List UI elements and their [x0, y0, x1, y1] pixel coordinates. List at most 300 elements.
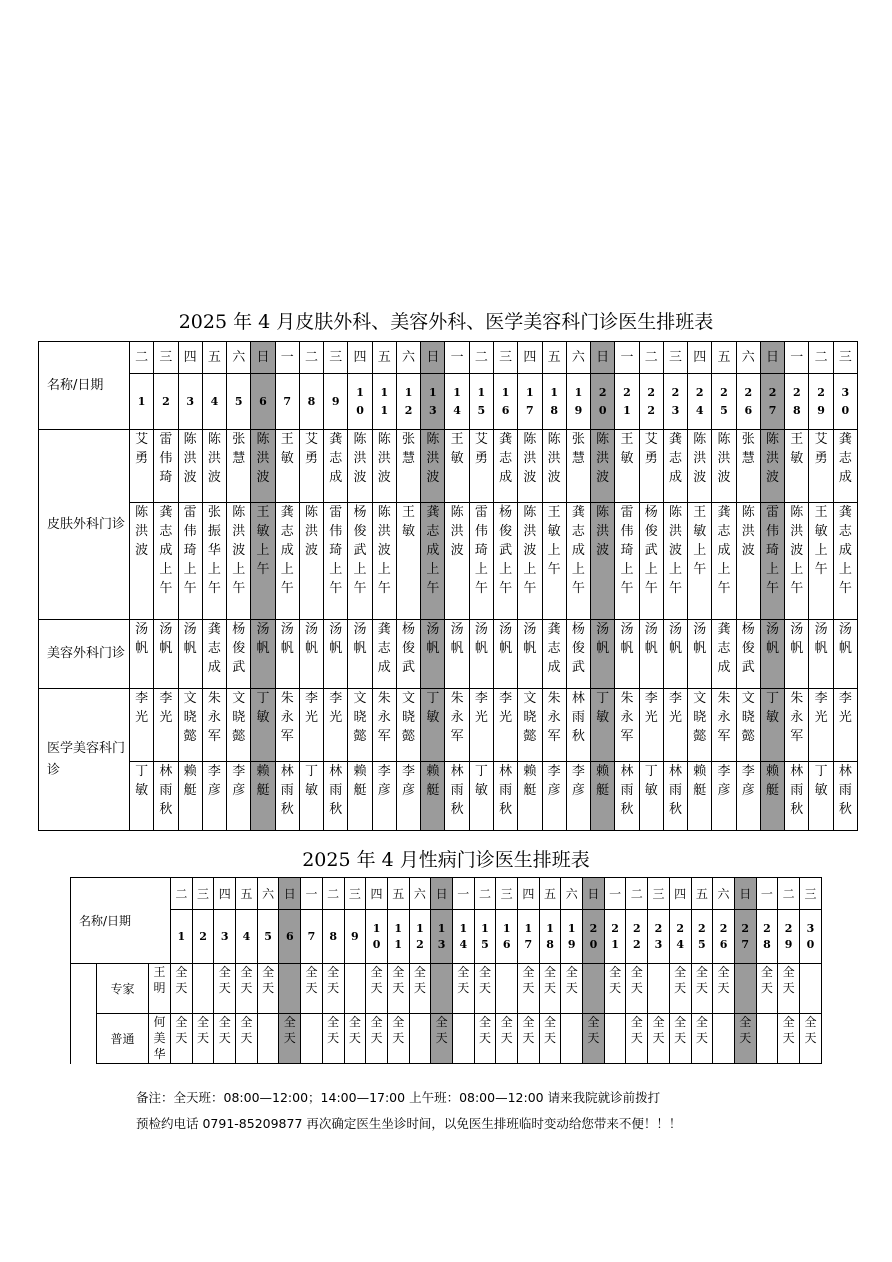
schedule-cell: 全天: [344, 1014, 366, 1064]
date-cell: 1: [130, 374, 154, 430]
schedule-cell: 林雨秋: [493, 762, 517, 831]
schedule-cell: 艾勇: [809, 430, 833, 503]
schedule-cell: 陈洪波: [760, 430, 784, 503]
weekday-cell: 三: [154, 342, 178, 374]
weekday-cell: 一: [301, 878, 323, 910]
date-cell: 16: [496, 910, 518, 964]
schedule-cell: 林雨秋: [566, 689, 590, 762]
date-cell: 30: [799, 910, 821, 964]
date-cell: 23: [663, 374, 687, 430]
schedule-cell: [583, 964, 605, 1014]
weekday-cell: 日: [760, 342, 784, 374]
weekday-cell: 日: [591, 342, 615, 374]
schedule-cell: 张振华上午: [202, 503, 226, 620]
schedule-cell: 陈洪波: [542, 430, 566, 503]
schedule-cell: 陈洪波: [348, 430, 372, 503]
schedule-cell: [344, 964, 366, 1014]
schedule-cell: 雷伟琦上午: [324, 503, 348, 620]
schedule-cell: [713, 1014, 735, 1064]
weekday-cell: 三: [192, 878, 214, 910]
date-cell: 11: [387, 910, 409, 964]
schedule-cell: [604, 1014, 626, 1064]
schedule-cell: 赖艇: [178, 762, 202, 831]
weekday-cell: 三: [663, 342, 687, 374]
schedule-cell: 雷伟琦上午: [469, 503, 493, 620]
schedule-cell: 陈洪波: [299, 503, 323, 620]
date-cell: 25: [712, 374, 736, 430]
schedule-cell: 全天: [366, 1014, 388, 1064]
date-cell: 3: [214, 910, 236, 964]
schedule-cell: 林雨秋: [445, 762, 469, 831]
schedule-cell: 龚志成: [833, 430, 857, 503]
schedule-cell: 李彦: [566, 762, 590, 831]
schedule-cell: 龚志成上午: [275, 503, 299, 620]
schedule-cell: 龚志成: [202, 620, 226, 689]
date-cell: 12: [409, 910, 431, 964]
schedule-cell: 丁敏: [421, 689, 445, 762]
schedule-cell: 艾勇: [639, 430, 663, 503]
weekday-cell: 四: [178, 342, 202, 374]
schedule-cell: 全天: [474, 1014, 496, 1064]
dept-dermatology-surgery: 皮肤外科门诊: [39, 430, 130, 620]
header-label-std: 名称/日期: [71, 878, 171, 964]
weekday-cell: 六: [736, 342, 760, 374]
schedule-cell: 李彦: [542, 762, 566, 831]
schedule-cell: 全天: [648, 1014, 670, 1064]
date-cell: 15: [469, 374, 493, 430]
schedule-cell: [648, 964, 670, 1014]
schedule-cell: 赖艇: [760, 762, 784, 831]
schedule-cell: 陈洪波: [251, 430, 275, 503]
schedule-cell: [431, 964, 453, 1014]
schedule-cell: 汤帆: [785, 620, 809, 689]
schedule-cell: 全天: [669, 1014, 691, 1064]
weekday-cell: 四: [366, 878, 388, 910]
schedule-cell: 文晓懿: [688, 689, 712, 762]
date-cell: 5: [257, 910, 279, 964]
schedule-cell: 朱永军: [372, 689, 396, 762]
note-line-2: 预检约电话 0791-85209877 再次确定医生坐诊时间，以免医生排班临时变动给您带来不便！！！: [136, 1116, 682, 1131]
date-cell: 23: [648, 910, 670, 964]
schedule-cell: 文晓懿: [736, 689, 760, 762]
weekday-cell: 二: [171, 878, 193, 910]
schedule-cell: 李彦: [202, 762, 226, 831]
weekday-cell: 六: [227, 342, 251, 374]
schedule-cell: [496, 964, 518, 1014]
schedule-cell: 全天: [236, 964, 258, 1014]
schedule-cell: 王敏上午: [809, 503, 833, 620]
weekday-cell: 二: [778, 878, 800, 910]
schedule-cell: 李光: [639, 689, 663, 762]
date-cell: 27: [760, 374, 784, 430]
weekday-cell: 一: [275, 342, 299, 374]
schedule-cell: 汤帆: [348, 620, 372, 689]
schedule-cell: 全天: [171, 1014, 193, 1064]
date-cell: 10: [348, 374, 372, 430]
date-cell: 2: [154, 374, 178, 430]
schedule-cell: 全天: [387, 964, 409, 1014]
date-cell: 28: [785, 374, 809, 430]
weekday-cell: 三: [648, 878, 670, 910]
weekday-cell: 日: [251, 342, 275, 374]
weekday-cell: 五: [691, 878, 713, 910]
schedule-cell: [452, 1014, 474, 1064]
weekday-cell: 五: [387, 878, 409, 910]
schedule-cell: [279, 964, 301, 1014]
weekday-cell: 日: [583, 878, 605, 910]
weekday-cell: 一: [604, 878, 626, 910]
schedule-cell: [257, 1014, 279, 1064]
schedule-cell: 林雨秋: [663, 762, 687, 831]
schedule-cell: 雷伟琦上午: [178, 503, 202, 620]
schedule-cell: 张慧: [736, 430, 760, 503]
weekday-cell: 二: [130, 342, 154, 374]
schedule-cell: 全天: [691, 1014, 713, 1064]
schedule-cell: 全天: [431, 1014, 453, 1064]
schedule-cell: 全天: [518, 964, 540, 1014]
schedule-cell: 全天: [322, 1014, 344, 1064]
date-cell: 14: [445, 374, 469, 430]
weekday-cell: 二: [809, 342, 833, 374]
date-cell: 1: [171, 910, 193, 964]
schedule-cell: 全天: [236, 1014, 258, 1064]
schedule-cell: 全天: [366, 964, 388, 1014]
schedule-cell: 龚志成: [663, 430, 687, 503]
weekday-cell: 四: [669, 878, 691, 910]
date-cell: 25: [691, 910, 713, 964]
schedule-cell: 杨俊武上午: [348, 503, 372, 620]
schedule-cell: 陈洪波上午: [372, 503, 396, 620]
date-cell: 4: [202, 374, 226, 430]
schedule-cell: 李光: [154, 689, 178, 762]
weekday-cell: 五: [539, 878, 561, 910]
schedule-cell: 李光: [809, 689, 833, 762]
schedule-cell: [756, 1014, 778, 1064]
schedule-cell: 陈洪波: [591, 503, 615, 620]
schedule-cell: 张慧: [396, 430, 420, 503]
schedule-cell: 全天: [539, 1014, 561, 1064]
schedule-title-std: 2025 年 4 月性病门诊医生排班表: [302, 849, 590, 871]
date-cell: 5: [227, 374, 251, 430]
schedule-cell: 陈洪波: [518, 430, 542, 503]
weekday-cell: 一: [756, 878, 778, 910]
schedule-cell: 汤帆: [663, 620, 687, 689]
weekday-cell: 四: [214, 878, 236, 910]
schedule-cell: [799, 964, 821, 1014]
schedule-cell: 全天: [279, 1014, 301, 1064]
schedule-cell: 汤帆: [421, 620, 445, 689]
date-cell: 20: [583, 910, 605, 964]
schedule-cell: 全天: [257, 964, 279, 1014]
schedule-cell: 李光: [493, 689, 517, 762]
schedule-cell: 杨俊武上午: [639, 503, 663, 620]
schedule-cell: 全天: [518, 1014, 540, 1064]
weekday-cell: 四: [518, 878, 540, 910]
schedule-cell: 龚志成: [542, 620, 566, 689]
date-cell: 24: [669, 910, 691, 964]
schedule-cell: 全天: [799, 1014, 821, 1064]
date-cell: 6: [279, 910, 301, 964]
date-cell: 2: [192, 910, 214, 964]
schedule-cell: 陈洪波: [421, 430, 445, 503]
schedule-cell: 全天: [669, 964, 691, 1014]
weekday-cell: 二: [469, 342, 493, 374]
schedule-cell: 杨俊武: [227, 620, 251, 689]
schedule-cell: 全天: [171, 964, 193, 1014]
schedule-cell: 汤帆: [688, 620, 712, 689]
date-cell: 11: [372, 374, 396, 430]
schedule-cell: 陈洪波上午: [518, 503, 542, 620]
weekday-cell: 一: [785, 342, 809, 374]
schedule-cell: 汤帆: [591, 620, 615, 689]
schedule-cell: 李彦: [227, 762, 251, 831]
schedule-cell: 雷伟琦上午: [615, 503, 639, 620]
weekday-cell: 三: [799, 878, 821, 910]
schedule-cell: 丁敏: [591, 689, 615, 762]
date-cell: 20: [591, 374, 615, 430]
date-cell: 21: [615, 374, 639, 430]
date-cell: 8: [299, 374, 323, 430]
schedule-cell: [301, 1014, 323, 1064]
type-regular: 普通: [97, 1014, 149, 1064]
schedule-cell: 朱永军: [202, 689, 226, 762]
date-cell: 14: [452, 910, 474, 964]
schedule-cell: 丁敏: [639, 762, 663, 831]
schedule-cell: 赖艇: [421, 762, 445, 831]
schedule-cell: 全天: [626, 964, 648, 1014]
schedule-cell: 陈洪波: [372, 430, 396, 503]
schedule-cell: 汤帆: [493, 620, 517, 689]
schedule-cell: 赖艇: [518, 762, 542, 831]
schedule-cell: 全天: [214, 964, 236, 1014]
schedule-cell: 杨俊武上午: [493, 503, 517, 620]
schedule-cell: 文晓懿: [396, 689, 420, 762]
schedule-cell: 杨俊武: [396, 620, 420, 689]
schedule-cell: 全天: [452, 964, 474, 1014]
weekday-cell: 二: [322, 878, 344, 910]
schedule-cell: 朱永军: [785, 689, 809, 762]
weekday-cell: 三: [493, 342, 517, 374]
date-cell: 18: [542, 374, 566, 430]
date-cell: 29: [778, 910, 800, 964]
schedule-cell: 文晓懿: [227, 689, 251, 762]
schedule-cell: 全天: [496, 1014, 518, 1064]
schedule-cell: 全天: [301, 964, 323, 1014]
schedule-cell: 陈洪波上午: [227, 503, 251, 620]
schedule-cell: [561, 1014, 583, 1064]
schedule-cell: 全天: [713, 964, 735, 1014]
schedule-cell: 全天: [778, 1014, 800, 1064]
schedule-cell: 汤帆: [275, 620, 299, 689]
schedule-cell: 李光: [130, 689, 154, 762]
weekday-cell: 五: [236, 878, 258, 910]
schedule-cell: 全天: [387, 1014, 409, 1064]
schedule-cell: 丁敏: [760, 689, 784, 762]
weekday-cell: 六: [713, 878, 735, 910]
std-schedule-table: [70, 877, 822, 1064]
weekday-cell: 二: [639, 342, 663, 374]
schedule-cell: [734, 964, 756, 1014]
schedule-cell: 汤帆: [639, 620, 663, 689]
schedule-cell: 李彦: [372, 762, 396, 831]
schedule-cell: 张慧: [566, 430, 590, 503]
schedule-cell: 汤帆: [833, 620, 857, 689]
date-cell: 4: [236, 910, 258, 964]
note-line-1: 备注：全天班：08:00—12:00；14:00—17:00 上午班：08:00—12:00 请来我院就诊前拨打: [136, 1090, 661, 1105]
dept-cosmetic-surgery: 美容外科门诊: [39, 620, 130, 689]
schedule-cell: 赖艇: [251, 762, 275, 831]
date-cell: 13: [421, 374, 445, 430]
date-cell: 19: [566, 374, 590, 430]
schedule-cell: 龚志成: [324, 430, 348, 503]
date-cell: 8: [322, 910, 344, 964]
schedule-cell: 全天: [214, 1014, 236, 1064]
schedule-cell: 陈洪波上午: [663, 503, 687, 620]
schedule-cell: [409, 1014, 431, 1064]
weekday-cell: 四: [688, 342, 712, 374]
schedule-cell: 林雨秋: [154, 762, 178, 831]
weekday-cell: 二: [474, 878, 496, 910]
weekday-cell: 日: [279, 878, 301, 910]
weekday-cell: 三: [324, 342, 348, 374]
schedule-cell: 丁敏: [251, 689, 275, 762]
schedule-cell: 李彦: [736, 762, 760, 831]
schedule-cell: 全天: [756, 964, 778, 1014]
date-cell: 18: [539, 910, 561, 964]
date-cell: 26: [713, 910, 735, 964]
weekday-cell: 三: [496, 878, 518, 910]
date-cell: 30: [833, 374, 857, 430]
schedule-cell: 龚志成上午: [154, 503, 178, 620]
schedule-cell: 汤帆: [251, 620, 275, 689]
date-cell: 17: [518, 374, 542, 430]
schedule-cell: 全天: [604, 964, 626, 1014]
schedule-cell: 李彦: [396, 762, 420, 831]
schedule-cell: 龚志成上午: [566, 503, 590, 620]
weekday-cell: 六: [396, 342, 420, 374]
schedule-cell: 张慧: [227, 430, 251, 503]
schedule-cell: 陈洪波: [445, 503, 469, 620]
schedule-cell: 丁敏: [299, 762, 323, 831]
weekday-cell: 五: [712, 342, 736, 374]
weekday-cell: 六: [409, 878, 431, 910]
date-cell: 9: [324, 374, 348, 430]
schedule-cell: 李光: [469, 689, 493, 762]
schedule-cell: 李光: [663, 689, 687, 762]
schedule-cell: 林雨秋: [785, 762, 809, 831]
schedule-cell: 雷伟琦: [154, 430, 178, 503]
doctor-name: 王明: [149, 964, 171, 1014]
schedule-cell: 杨俊武: [736, 620, 760, 689]
schedule-cell: 林雨秋: [324, 762, 348, 831]
weekday-cell: 五: [372, 342, 396, 374]
schedule-cell: 汤帆: [178, 620, 202, 689]
schedule-cell: 赖艇: [591, 762, 615, 831]
schedule-cell: 文晓懿: [178, 689, 202, 762]
schedule-cell: 艾勇: [469, 430, 493, 503]
schedule-cell: 汤帆: [809, 620, 833, 689]
date-cell: 7: [275, 374, 299, 430]
schedule-cell: 陈洪波: [712, 430, 736, 503]
schedule-cell: 王敏: [275, 430, 299, 503]
schedule-cell: 全天: [734, 1014, 756, 1064]
schedule-cell: 汤帆: [445, 620, 469, 689]
schedule-cell: 王敏: [785, 430, 809, 503]
schedule-cell: 汤帆: [760, 620, 784, 689]
schedule-cell: 龚志成上午: [712, 503, 736, 620]
schedule-cell: 龚志成: [493, 430, 517, 503]
schedule-cell: [192, 964, 214, 1014]
schedule-cell: 全天: [322, 964, 344, 1014]
schedule-cell: 杨俊武: [566, 620, 590, 689]
schedule-cell: 龚志成上午: [421, 503, 445, 620]
date-cell: 10: [366, 910, 388, 964]
schedule-cell: 陈洪波: [178, 430, 202, 503]
weekday-cell: 一: [452, 878, 474, 910]
weekday-cell: 二: [626, 878, 648, 910]
weekday-cell: 五: [202, 342, 226, 374]
schedule-cell: 李彦: [712, 762, 736, 831]
schedule-cell: 龚志成上午: [833, 503, 857, 620]
date-cell: 12: [396, 374, 420, 430]
schedule-cell: 林雨秋: [275, 762, 299, 831]
schedule-cell: 王敏上午: [688, 503, 712, 620]
schedule-cell: 全天: [691, 964, 713, 1014]
schedule-cell: 朱永军: [275, 689, 299, 762]
schedule-cell: 朱永军: [542, 689, 566, 762]
schedule-cell: 陈洪波: [736, 503, 760, 620]
weekday-cell: 一: [445, 342, 469, 374]
date-cell: 16: [493, 374, 517, 430]
date-cell: 22: [639, 374, 663, 430]
schedule-cell: 艾勇: [130, 430, 154, 503]
weekday-cell: 日: [431, 878, 453, 910]
schedule-cell: 全天: [583, 1014, 605, 1064]
schedule-cell: 王敏: [615, 430, 639, 503]
date-cell: 15: [474, 910, 496, 964]
schedule-cell: 全天: [626, 1014, 648, 1064]
schedule-cell: 汤帆: [469, 620, 493, 689]
schedule-cell: 汤帆: [130, 620, 154, 689]
schedule-cell: 王敏上午: [251, 503, 275, 620]
schedule-cell: 丁敏: [130, 762, 154, 831]
weekday-cell: 一: [615, 342, 639, 374]
schedule-cell: 丁敏: [809, 762, 833, 831]
date-cell: 13: [431, 910, 453, 964]
schedule-cell: 艾勇: [299, 430, 323, 503]
schedule-cell: 龚志成: [712, 620, 736, 689]
weekday-cell: 六: [561, 878, 583, 910]
date-cell: 22: [626, 910, 648, 964]
schedule-cell: 全天: [192, 1014, 214, 1064]
schedule-cell: 李光: [833, 689, 857, 762]
schedule-cell: 全天: [539, 964, 561, 1014]
schedule-cell: 文晓懿: [348, 689, 372, 762]
weekday-cell: 六: [257, 878, 279, 910]
schedule-title-dermatology: 2025 年 4 月皮肤外科、美容外科、医学美容科门诊医生排班表: [178, 311, 714, 333]
schedule-cell: 汤帆: [518, 620, 542, 689]
schedule-cell: 汤帆: [154, 620, 178, 689]
schedule-cell: 全天: [778, 964, 800, 1014]
weekday-cell: 四: [348, 342, 372, 374]
date-cell: 19: [561, 910, 583, 964]
date-cell: 27: [734, 910, 756, 964]
schedule-cell: 丁敏: [469, 762, 493, 831]
weekday-cell: 日: [421, 342, 445, 374]
schedule-cell: 朱永军: [712, 689, 736, 762]
schedule-cell: 全天: [409, 964, 431, 1014]
schedule-cell: 赖艇: [688, 762, 712, 831]
